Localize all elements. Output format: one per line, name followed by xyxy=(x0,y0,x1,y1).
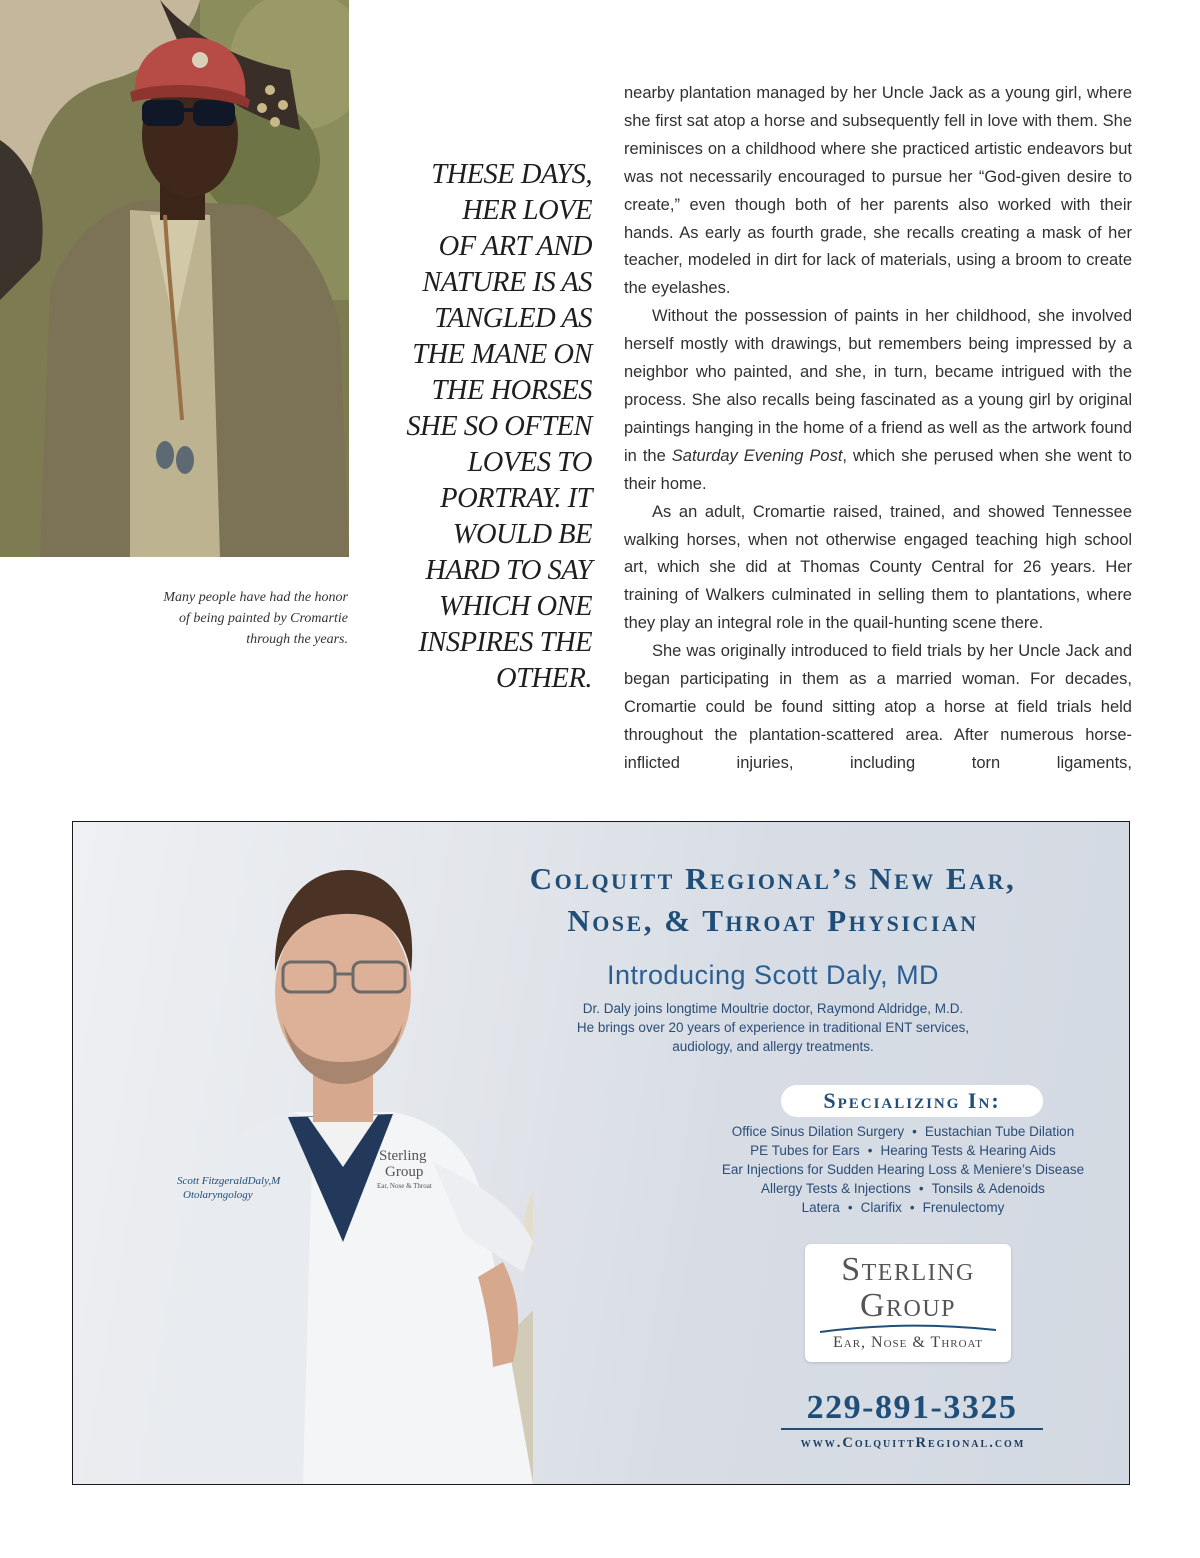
service-item: Hearing Tests & Hearing Aids xyxy=(880,1143,1056,1158)
services-row xyxy=(633,1179,1130,1198)
ad-description xyxy=(423,999,1123,1056)
paragraph-text: , which she perused when she went to their home. xyxy=(624,446,1132,493)
coat-logo-line3: Ear, Nose & Throat xyxy=(377,1182,432,1190)
article-paragraph: nearby plantation managed by her Uncle Jack as a young girl, where she first sat atop a horse and subsequently fell in love with them. She reminisces on a childhood where she practiced artistic endeavors but was not necessarily encouraged to pursue her “God-given desire to create,” even though both of her parents also worked with their hands. As early as fourth grade, she recalls creating a mask of her teacher, modeled in dirt for lack of materials, using a broom to create the eyelashes. xyxy=(624,84,1132,298)
bullet-separator: • xyxy=(909,1200,915,1215)
service-item: Allergy Tests & Injections xyxy=(761,1181,911,1196)
bullet-separator: • xyxy=(912,1124,917,1139)
service-item: Eustachian Tube Dilation xyxy=(924,1124,1075,1139)
pull-quote-line: HER LOVE xyxy=(462,195,592,226)
sterling-group-logo xyxy=(805,1244,1011,1362)
pull-quote-line: THESE DAYS, xyxy=(431,159,592,190)
article-paragraph: She was originally introduced to field trials by her Uncle Jack and began participating in them as a married woman. For decades, Cromartie could be found sitting atop a horse at field trials held throughout the plantation-scattered area. After numerous horse-inflicted injuries, including torn ligaments, xyxy=(624,642,1132,772)
service-item: Latera xyxy=(801,1200,840,1215)
coat-embroidery-specialty: Otolaryngology xyxy=(183,1189,253,1201)
caption-line: of being painted by Cromartie xyxy=(178,611,348,626)
services-row xyxy=(633,1160,1130,1179)
phone-number[interactable]: 229-891-3325 xyxy=(781,1388,1043,1430)
pull-quote-line: INSPIRES THE xyxy=(418,627,592,658)
website-link[interactable]: www.ColquittRegional.com xyxy=(800,1435,1026,1451)
bullet-separator: • xyxy=(918,1181,924,1196)
article-paragraph xyxy=(624,303,1132,498)
ad-description-line: Dr. Daly joins longtime Moultrie doctor, Raymond Aldridge, M.D. xyxy=(582,1001,964,1016)
paragraph-text: Without the possession of paints in her childhood, she involved herself mostly with drawings, but remembers being impressed by a neighbor who painted, and she, in turn, became intrigued with the process. She also recalls being fascinated as a young girl by original paintings hanging in the home of a friend as well as the artwork found in the xyxy=(624,307,1132,465)
specializing-heading: Specializing In: xyxy=(781,1085,1043,1117)
pull-quote-line: SHE SO OFTEN xyxy=(406,411,592,442)
pull-quote-line: PORTRAY. IT xyxy=(440,483,592,514)
bullet-separator: • xyxy=(867,1143,873,1158)
ad-headline xyxy=(423,858,1123,942)
service-item: Frenulectomy xyxy=(922,1200,1005,1215)
service-item: PE Tubes for Ears xyxy=(750,1143,860,1158)
painting-image xyxy=(0,0,349,557)
logo-line: Ear, Nose & Throat xyxy=(833,1334,983,1351)
article-body xyxy=(624,80,1132,778)
caption-line: Many people have had the honor xyxy=(163,590,348,605)
services-row xyxy=(633,1141,1130,1160)
coat-logo-line1: Sterling xyxy=(379,1148,427,1164)
pull-quote-line: LOVES TO xyxy=(467,447,592,478)
logo-line: Sterling xyxy=(841,1251,975,1288)
pull-quote-line: TANGLED AS xyxy=(434,303,592,334)
pull-quote-line: THE HORSES xyxy=(431,375,592,406)
ad-introduction: Introducing Scott Daly, MD xyxy=(606,960,940,990)
coat-embroidery-name: Scott FitzgeraldDaly,M xyxy=(177,1175,281,1187)
publication-title: Saturday Evening Post xyxy=(671,446,843,465)
pull-quote-line: HARD TO SAY xyxy=(425,555,592,586)
pull-quote-line: WOULD BE xyxy=(452,519,592,550)
pull-quote-line: NATURE IS AS xyxy=(422,267,592,298)
pull-quote xyxy=(380,157,592,697)
service-item: Clarifix xyxy=(860,1200,902,1215)
logo-swoosh-icon xyxy=(818,1324,998,1334)
logo-line: Group xyxy=(859,1287,957,1324)
article-paragraph: As an adult, Cromartie raised, trained, and showed Tennessee walking horses, when not otherwise engaged teaching high school art, which she did at Thomas County Central for 26 years. Her training of Walkers culminated in selling them to plantations, where they play an integral role in the quail-hunting scene there. xyxy=(624,502,1132,633)
ad-headline-line: Nose, & Throat Physician xyxy=(567,903,979,938)
ad-description-line: audiology, and allergy treatments. xyxy=(672,1039,874,1054)
caption-line: through the years. xyxy=(246,632,348,647)
pull-quote-line: THE MANE ON xyxy=(412,339,592,370)
service-item: Tonsils & Adenoids xyxy=(931,1181,1045,1196)
services-row xyxy=(633,1122,1130,1141)
service-item: Office Sinus Dilation Surgery xyxy=(731,1124,905,1139)
pull-quote-line: OTHER. xyxy=(496,663,592,694)
pull-quote-line: OF ART AND xyxy=(438,231,592,262)
bullet-separator: • xyxy=(847,1200,853,1215)
coat-logo-line2: Group xyxy=(385,1164,424,1180)
advertisement xyxy=(72,821,1130,1485)
services-row xyxy=(633,1198,1130,1217)
service-item: Ear Injections for Sudden Hearing Loss & Meniere’s Disease xyxy=(721,1162,1085,1177)
ad-description-line: He brings over 20 years of experience in traditional ENT services, xyxy=(576,1020,970,1035)
ad-headline-line: Colquitt Regional’s New Ear, xyxy=(529,861,1017,896)
pull-quote-line: WHICH ONE xyxy=(438,591,592,622)
painting-caption xyxy=(120,587,348,650)
services-list xyxy=(633,1122,1130,1217)
